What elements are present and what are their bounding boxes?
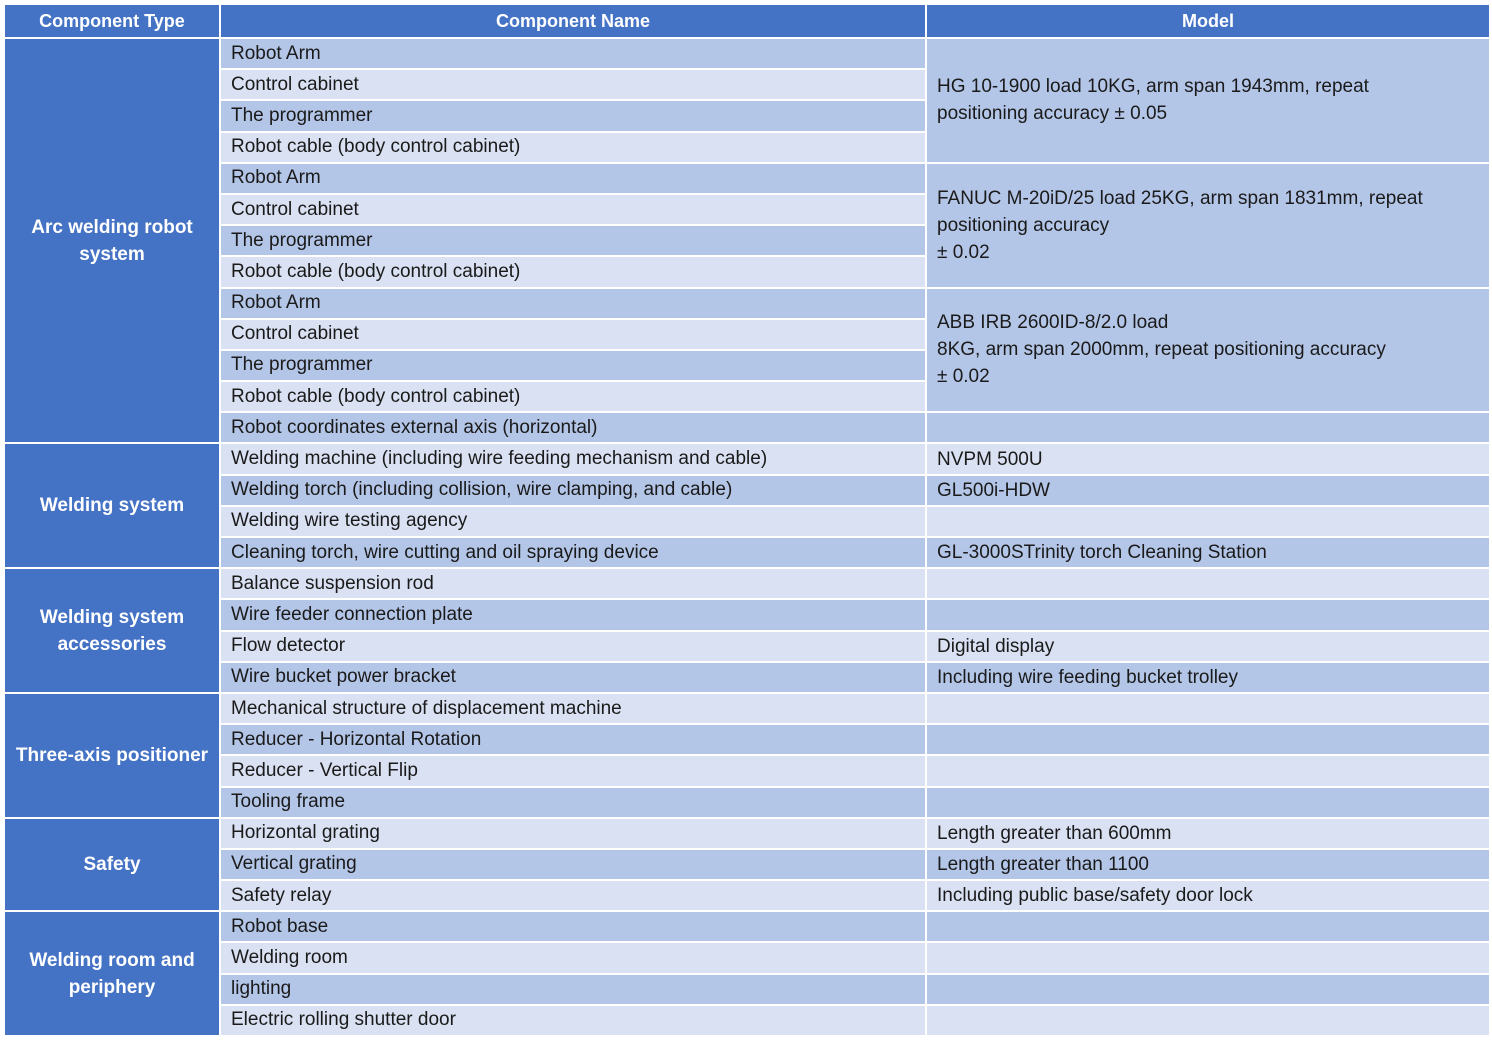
table-row [4, 1005, 1490, 1036]
component-name-cell: Robot cable (body control cabinet) [220, 381, 926, 412]
component-type-cell: Welding room and periphery [4, 911, 220, 1036]
component-name-cell: Flow detector [220, 631, 926, 662]
component-name-cell: Vertical grating [220, 849, 926, 880]
table-row [4, 163, 1490, 194]
model-cell [926, 1005, 1490, 1036]
table-row [4, 818, 1490, 849]
header-model: Model [926, 4, 1490, 38]
component-name-cell: Robot Arm [220, 38, 926, 69]
component-name-cell: The programmer [220, 225, 926, 256]
component-name-cell: Electric rolling shutter door [220, 1005, 926, 1036]
table-body [4, 38, 1490, 1036]
component-name-cell: Cleaning torch, wire cutting and oil spraying device [220, 537, 926, 568]
model-cell [926, 506, 1490, 537]
model-line: Including public base/safety door lock [937, 885, 1253, 907]
model-cell [926, 662, 1490, 693]
table-row [4, 412, 1490, 443]
table-row [4, 755, 1490, 786]
component-name-cell: Control cabinet [220, 194, 926, 225]
model-cell [926, 724, 1490, 755]
component-name-cell: Robot Arm [220, 288, 926, 319]
component-type-cell: Welding system accessories [4, 568, 220, 693]
model-cell [926, 568, 1490, 599]
component-name-cell: Control cabinet [220, 319, 926, 350]
table-row [4, 974, 1490, 1005]
component-name-cell: Welding torch (including collision, wire clamping, and cable) [220, 475, 926, 506]
component-name-cell: Welding machine (including wire feeding mechanism and cable) [220, 443, 926, 474]
component-name-cell: Control cabinet [220, 69, 926, 100]
model-line: 8KG, arm span 2000mm, repeat positioning accuracy [937, 339, 1386, 361]
component-name-cell: Mechanical structure of displacement machine [220, 693, 926, 724]
component-name-cell: Robot base [220, 911, 926, 942]
component-type-cell: Three-axis positioner [4, 693, 220, 818]
table-row [4, 849, 1490, 880]
table-row [4, 506, 1490, 537]
component-name-cell: Tooling frame [220, 787, 926, 818]
model-line: GL500i-HDW [937, 479, 1050, 501]
table-row [4, 724, 1490, 755]
model-line: HG 10-1900 load 10KG, arm span 1943mm, repeat [937, 76, 1369, 98]
component-name-cell: Wire feeder connection plate [220, 599, 926, 630]
model-cell [926, 412, 1490, 443]
component-name-cell: Balance suspension rod [220, 568, 926, 599]
component-type-cell: Safety [4, 818, 220, 912]
table-row [4, 568, 1490, 599]
component-name-cell: Wire bucket power bracket [220, 662, 926, 693]
model-line: ABB IRB 2600ID-8/2.0 load [937, 312, 1169, 334]
component-name-cell: lighting [220, 974, 926, 1005]
component-name-cell: Robot cable (body control cabinet) [220, 256, 926, 287]
table-row [4, 787, 1490, 818]
model-line: GL-3000STrinity torch Cleaning Station [937, 542, 1267, 564]
model-line: Including wire feeding bucket trolley [937, 666, 1239, 688]
model-cell [926, 974, 1490, 1005]
model-line: Length greater than 1100 [937, 853, 1149, 875]
model-cell [926, 537, 1490, 568]
model-line: positioning accuracy ± 0.05 [937, 103, 1168, 125]
model-cell [926, 755, 1490, 786]
model-line: NVPM 500U [937, 448, 1043, 470]
model-cell [926, 475, 1490, 506]
component-name-cell: The programmer [220, 350, 926, 381]
header-row [4, 4, 1490, 38]
model-line: ± 0.02 [937, 241, 990, 263]
model-cell [926, 693, 1490, 724]
table-row [4, 38, 1490, 69]
model-cell [926, 911, 1490, 942]
table-row [4, 911, 1490, 942]
model-cell [926, 631, 1490, 662]
model-line: Digital display [937, 635, 1055, 657]
table-row [4, 475, 1490, 506]
model-cell [926, 599, 1490, 630]
component-name-cell: The programmer [220, 100, 926, 131]
header-component-type: Component Type [4, 4, 220, 38]
component-type-cell: Arc welding robot system [4, 38, 220, 443]
component-name-cell: Horizontal grating [220, 818, 926, 849]
model-line: Length greater than 600mm [937, 822, 1172, 844]
table-row [4, 288, 1490, 319]
component-type-cell: Welding system [4, 443, 220, 568]
component-name-cell: Welding room [220, 942, 926, 973]
model-cell [926, 880, 1490, 911]
model-cell [926, 849, 1490, 880]
model-cell [926, 443, 1490, 474]
component-name-cell: Reducer - Horizontal Rotation [220, 724, 926, 755]
table-row [4, 693, 1490, 724]
table-row [4, 599, 1490, 630]
header-component-name: Component Name [220, 4, 926, 38]
model-cell [926, 38, 1490, 163]
model-line: FANUC M-20iD/25 load 25KG, arm span 1831mm, repeat [937, 187, 1423, 209]
table-row [4, 443, 1490, 474]
model-cell [926, 163, 1490, 288]
model-cell [926, 942, 1490, 973]
table-row [4, 880, 1490, 911]
component-name-cell: Safety relay [220, 880, 926, 911]
table-row [4, 662, 1490, 693]
model-line: positioning accuracy [937, 214, 1110, 236]
model-line: ± 0.02 [937, 366, 990, 388]
table-row [4, 631, 1490, 662]
model-cell [926, 787, 1490, 818]
component-name-cell: Welding wire testing agency [220, 506, 926, 537]
table-row [4, 537, 1490, 568]
component-name-cell: Robot coordinates external axis (horizontal) [220, 412, 926, 443]
component-name-cell: Reducer - Vertical Flip [220, 755, 926, 786]
model-cell [926, 818, 1490, 849]
table-row [4, 942, 1490, 973]
component-name-cell: Robot cable (body control cabinet) [220, 132, 926, 163]
model-cell [926, 288, 1490, 413]
component-table [3, 3, 1491, 1037]
component-name-cell: Robot Arm [220, 163, 926, 194]
